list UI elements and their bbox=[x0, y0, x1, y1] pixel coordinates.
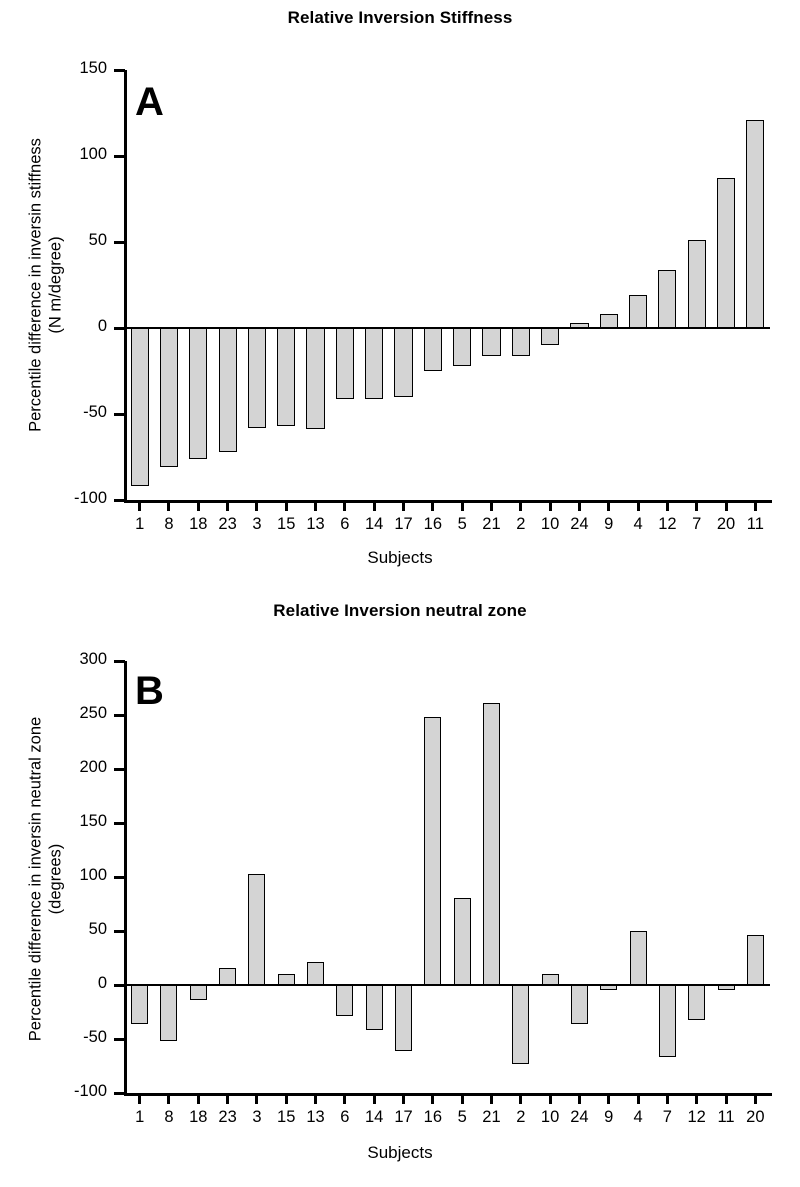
x-tick bbox=[754, 1093, 757, 1104]
bar bbox=[717, 178, 735, 328]
x-tick bbox=[314, 1093, 317, 1104]
y-tick-label: 50 bbox=[88, 920, 107, 938]
y-axis-line bbox=[124, 70, 127, 501]
bar bbox=[131, 985, 148, 1024]
bar bbox=[424, 717, 441, 985]
bar bbox=[688, 240, 706, 328]
x-tick-label: 16 bbox=[423, 1108, 442, 1126]
y-tick-label: -50 bbox=[83, 403, 107, 421]
x-tick bbox=[607, 1093, 610, 1104]
x-tick bbox=[167, 500, 170, 511]
x-tick-label: 20 bbox=[746, 1108, 765, 1126]
x-tick bbox=[226, 500, 229, 511]
y-tick-label: -50 bbox=[83, 1028, 107, 1046]
bar bbox=[394, 328, 412, 397]
bar bbox=[659, 985, 676, 1057]
x-tick bbox=[637, 1093, 640, 1104]
x-tick bbox=[197, 500, 200, 511]
y-tick-label: 0 bbox=[97, 317, 107, 335]
bar bbox=[512, 985, 529, 1064]
x-tick bbox=[255, 500, 258, 511]
x-tick bbox=[314, 500, 317, 511]
x-tick bbox=[138, 1093, 141, 1104]
y-tick-label: 100 bbox=[79, 866, 107, 884]
x-tick bbox=[519, 1093, 522, 1104]
y-tick bbox=[114, 822, 125, 825]
x-tick-label: 23 bbox=[218, 1108, 237, 1126]
y-tick bbox=[114, 714, 125, 717]
x-tick bbox=[754, 500, 757, 511]
x-tick-label: 9 bbox=[604, 1108, 614, 1126]
x-axis-line bbox=[124, 500, 772, 503]
panel-a-ylabel-line1: Percentile difference in inversin stiffness bbox=[26, 138, 45, 432]
y-tick bbox=[114, 499, 125, 502]
panel-b-title: Relative Inversion neutral zone bbox=[273, 601, 527, 620]
bar bbox=[336, 328, 354, 399]
x-tick bbox=[549, 1093, 552, 1104]
x-tick-label: 21 bbox=[482, 515, 501, 533]
bar bbox=[248, 328, 266, 428]
x-axis-line bbox=[124, 1093, 772, 1096]
x-tick-label: 2 bbox=[516, 515, 526, 533]
y-tick-label: 150 bbox=[79, 59, 107, 77]
y-tick-label: 0 bbox=[97, 974, 107, 992]
x-tick bbox=[343, 1093, 346, 1104]
y-tick-label: -100 bbox=[73, 489, 107, 507]
bar bbox=[630, 931, 647, 985]
x-tick-label: 24 bbox=[570, 515, 589, 533]
bar bbox=[277, 328, 295, 426]
x-tick-label: 13 bbox=[306, 1108, 325, 1126]
x-tick-label: 24 bbox=[570, 1108, 589, 1126]
bar bbox=[395, 985, 412, 1051]
bar bbox=[542, 974, 559, 985]
panel-b-plot-area bbox=[73, 650, 770, 1126]
x-tick bbox=[666, 500, 669, 511]
x-tick bbox=[402, 1093, 405, 1104]
x-tick-label: 5 bbox=[457, 1108, 467, 1126]
x-tick-label: 21 bbox=[482, 1108, 501, 1126]
x-tick-label: 1 bbox=[135, 515, 145, 533]
bar bbox=[454, 898, 471, 985]
bar bbox=[718, 985, 735, 990]
x-tick bbox=[431, 500, 434, 511]
y-tick-label: 200 bbox=[79, 758, 107, 776]
x-tick bbox=[402, 500, 405, 511]
x-tick-label: 12 bbox=[658, 515, 677, 533]
x-tick bbox=[519, 500, 522, 511]
x-tick bbox=[607, 500, 610, 511]
x-tick-label: 12 bbox=[687, 1108, 706, 1126]
x-tick-label: 6 bbox=[340, 1108, 350, 1126]
bar bbox=[746, 120, 764, 328]
y-tick bbox=[114, 1038, 125, 1041]
x-tick bbox=[549, 500, 552, 511]
x-tick bbox=[373, 500, 376, 511]
bar bbox=[190, 985, 207, 1000]
x-tick-label: 1 bbox=[135, 1108, 145, 1126]
y-tick bbox=[114, 413, 125, 416]
bar bbox=[131, 328, 149, 486]
x-tick-label: 18 bbox=[189, 515, 208, 533]
bar bbox=[600, 314, 618, 328]
bar bbox=[336, 985, 353, 1016]
bar bbox=[366, 985, 383, 1030]
y-tick-label: 50 bbox=[88, 231, 107, 249]
panel-b-ylabel-line1: Percentile difference in inversin neutral zone bbox=[26, 716, 45, 1042]
y-tick-label: 100 bbox=[79, 145, 107, 163]
bar bbox=[482, 328, 500, 356]
bar bbox=[306, 328, 324, 429]
bar bbox=[483, 703, 500, 985]
x-tick bbox=[578, 500, 581, 511]
x-tick-label: 13 bbox=[306, 515, 325, 533]
panel-b-ylabel-line2: (degrees) bbox=[46, 843, 65, 915]
x-tick bbox=[695, 1093, 698, 1104]
y-tick bbox=[114, 930, 125, 933]
x-tick-label: 23 bbox=[218, 515, 237, 533]
y-tick bbox=[114, 768, 125, 771]
bar bbox=[189, 328, 207, 459]
panel-b-xlabel: Subjects bbox=[367, 1143, 433, 1162]
x-tick bbox=[431, 1093, 434, 1104]
x-tick-label: 14 bbox=[365, 1108, 384, 1126]
y-tick-label: -100 bbox=[73, 1082, 107, 1100]
x-tick bbox=[695, 500, 698, 511]
bar bbox=[453, 328, 471, 366]
x-tick bbox=[725, 500, 728, 511]
x-tick bbox=[490, 500, 493, 511]
x-tick bbox=[373, 1093, 376, 1104]
bar bbox=[219, 328, 237, 452]
x-tick bbox=[461, 500, 464, 511]
bar bbox=[747, 935, 764, 985]
y-tick-label: 250 bbox=[79, 704, 107, 722]
x-tick-label: 11 bbox=[746, 515, 764, 533]
bar bbox=[160, 985, 177, 1041]
x-tick-label: 5 bbox=[457, 515, 467, 533]
x-tick-label: 15 bbox=[277, 515, 296, 533]
y-tick bbox=[114, 69, 125, 72]
x-tick-label: 8 bbox=[164, 1108, 174, 1126]
bar bbox=[307, 962, 324, 985]
panel-b bbox=[0, 593, 800, 1186]
bar bbox=[570, 323, 588, 328]
x-tick bbox=[490, 1093, 493, 1104]
x-tick bbox=[461, 1093, 464, 1104]
x-tick-label: 9 bbox=[604, 515, 614, 533]
bar bbox=[600, 985, 617, 990]
x-tick-label: 10 bbox=[540, 1108, 560, 1126]
x-tick bbox=[285, 1093, 288, 1104]
x-tick-label: 4 bbox=[633, 1108, 643, 1126]
bar bbox=[688, 985, 705, 1020]
panel-a-plot-area bbox=[73, 59, 770, 533]
x-tick bbox=[637, 500, 640, 511]
x-tick bbox=[666, 1093, 669, 1104]
y-tick bbox=[114, 876, 125, 879]
bar bbox=[541, 328, 559, 345]
bar bbox=[160, 328, 178, 467]
x-tick-label: 7 bbox=[662, 1108, 672, 1126]
x-tick-label: 4 bbox=[633, 515, 643, 533]
x-tick-label: 14 bbox=[365, 515, 384, 533]
x-tick-label: 8 bbox=[164, 515, 174, 533]
x-tick bbox=[255, 1093, 258, 1104]
x-tick-label: 11 bbox=[717, 1108, 735, 1126]
x-tick bbox=[197, 1093, 200, 1104]
x-tick bbox=[285, 500, 288, 511]
bar bbox=[658, 270, 676, 328]
x-tick bbox=[578, 1093, 581, 1104]
bar bbox=[629, 295, 647, 328]
bar bbox=[219, 968, 236, 985]
x-tick-label: 16 bbox=[423, 515, 442, 533]
x-tick-label: 15 bbox=[277, 1108, 296, 1126]
x-tick-label: 7 bbox=[692, 515, 702, 533]
x-tick-label: 18 bbox=[189, 1108, 208, 1126]
panel-a-xlabel: Subjects bbox=[367, 548, 433, 567]
x-tick bbox=[226, 1093, 229, 1104]
x-tick-label: 17 bbox=[394, 515, 413, 533]
x-tick bbox=[725, 1093, 728, 1104]
panel-a-letter: A bbox=[135, 80, 164, 124]
bar bbox=[248, 874, 265, 985]
bar bbox=[365, 328, 383, 399]
bar bbox=[278, 974, 295, 985]
y-tick bbox=[114, 660, 125, 663]
x-tick bbox=[343, 500, 346, 511]
x-tick bbox=[138, 500, 141, 511]
y-tick bbox=[114, 327, 125, 330]
x-tick-label: 2 bbox=[516, 1108, 526, 1126]
y-tick bbox=[114, 984, 125, 987]
x-tick-label: 3 bbox=[252, 515, 262, 533]
bar bbox=[424, 328, 442, 371]
panel-a-title: Relative Inversion Stiffness bbox=[287, 8, 513, 27]
y-tick bbox=[114, 1092, 125, 1095]
bar bbox=[571, 985, 588, 1024]
x-tick-label: 3 bbox=[252, 1108, 262, 1126]
bar bbox=[512, 328, 530, 356]
panel-b-letter: B bbox=[135, 669, 164, 713]
y-tick-label: 150 bbox=[79, 812, 107, 830]
x-tick bbox=[167, 1093, 170, 1104]
y-tick bbox=[114, 241, 125, 244]
panel-a-ylabel-line2: (N m/degree) bbox=[46, 236, 65, 334]
x-tick-label: 17 bbox=[394, 1108, 413, 1126]
x-tick-label: 20 bbox=[716, 515, 736, 533]
y-tick-label: 300 bbox=[79, 650, 107, 668]
x-tick-label: 6 bbox=[340, 515, 350, 533]
panel-a bbox=[0, 0, 800, 593]
y-tick bbox=[114, 155, 125, 158]
x-tick-label: 10 bbox=[540, 515, 560, 533]
